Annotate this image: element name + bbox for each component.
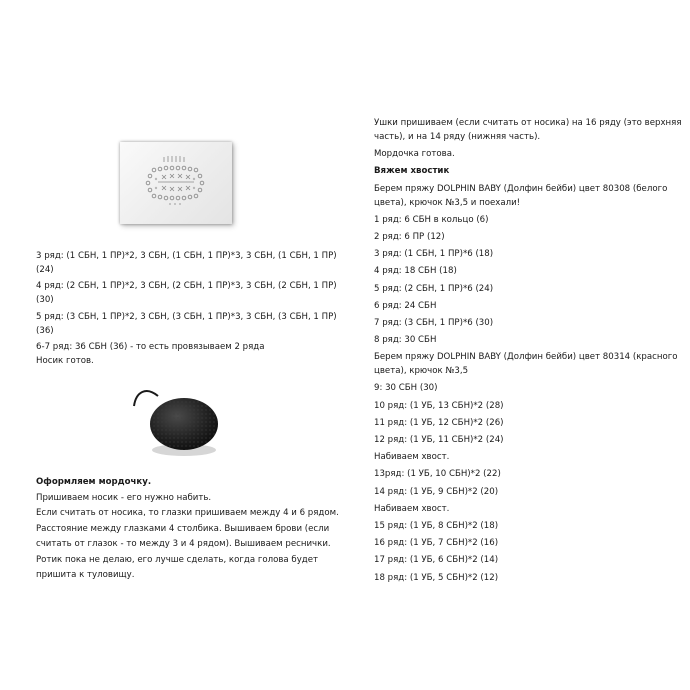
text-line: 17 ряд: (1 УБ, 6 СБН)*2 (14) xyxy=(374,555,499,566)
text-line: 14 ряд: (1 УБ, 9 СБН)*2 (20) xyxy=(374,486,499,497)
crochet-nose-photo xyxy=(128,376,236,462)
section-title: Оформляем мордочку. xyxy=(36,477,152,487)
text-line: 4 ряд: 18 СБН (18) xyxy=(374,266,457,277)
text-line: 11 ряд: (1 УБ, 12 СБН)*2 (26) xyxy=(374,417,504,428)
text-line: Мордочка готова. xyxy=(374,149,455,160)
crochet-chart-drawing xyxy=(120,142,232,224)
tail-instructions xyxy=(374,116,682,588)
text-line: 1 ряд: 6 СБН в кольцо (6) xyxy=(374,214,489,225)
text-line: 12 ряд: (1 УБ, 11 СБН)*2 (24) xyxy=(374,435,504,445)
text-line: Расстояние между глазками 4 столбика. Вышиваем брови (если xyxy=(36,523,330,534)
text-line: пришита к туловищу. xyxy=(36,570,135,580)
text-line: Пришиваем носик - его нужно набить. xyxy=(36,492,212,503)
text-line: 3 ряд: (1 СБН, 1 ПР)*2, 3 СБН, (1 СБН, 1 ПР)*3, 3 СБН, (1 СБН, 1 ПР) xyxy=(36,251,337,261)
text-line: (30) xyxy=(36,295,54,306)
text-line: 18 ряд: (1 УБ, 5 СБН)*2 (12) xyxy=(374,572,499,583)
text-line: Набиваем хвост. xyxy=(374,452,450,463)
left-instructions xyxy=(36,249,341,368)
text-line: (36) xyxy=(36,325,54,336)
text-line: 5 ряд: (3 СБН, 1 ПР)*2, 3 СБН, (3 СБН, 1 ПР)*3, 3 СБН, (3 СБН, 1 ПР) xyxy=(36,311,337,322)
text-line: 16 ряд: (1 УБ, 7 СБН)*2 (16) xyxy=(374,538,499,549)
text-line: Ротик пока не делаю, его лучше сделать, когда голова будет xyxy=(36,554,319,565)
text-line: (24) xyxy=(36,265,54,275)
text-line: 4 ряд: (2 СБН, 1 ПР)*2, 3 СБН, (2 СБН, 1 ПР)*3, 3 СБН, (2 СБН, 1 ПР) xyxy=(36,281,337,292)
text-line: 6 ряд: 24 СБН xyxy=(374,300,437,311)
text-line: Берем пряжу DOLPHIN BABY (Долфин бейби) цвет 80308 (белого xyxy=(374,183,668,194)
crochet-chart-photo xyxy=(120,142,232,224)
text-line: 7 ряд: (3 СБН, 1 ПР)*6 (30) xyxy=(374,317,494,328)
text-line: Берем пряжу DOLPHIN BABY (Долфин бейби) цвет 80314 (красного xyxy=(374,352,678,363)
text-line: 8 ряд: 30 СБН xyxy=(374,335,437,346)
section-title: Вяжем хвостик xyxy=(374,166,450,177)
text-line: 3 ряд: (1 СБН, 1 ПР)*6 (18) xyxy=(374,249,494,260)
text-line: Набиваем хвост. xyxy=(374,503,450,514)
text-line: 9: 30 СБН (30) xyxy=(374,383,438,394)
text-line: 6-7 ряд: 36 СБН (36) - то есть провязываем 2 ряда xyxy=(36,342,265,353)
text-line: Носик готов. xyxy=(36,356,94,367)
text-line: часть), и на 14 ряду (нижняя часть). xyxy=(374,132,541,142)
text-line: цвета), крючок №3,5 xyxy=(374,366,469,377)
text-line: 10 ряд: (1 УБ, 13 СБН)*2 (28) xyxy=(374,400,504,411)
text-line: 13ряд: (1 УБ, 10 СБН)*2 (22) xyxy=(374,469,501,480)
text-line: Ушки пришиваем (если считать от носика) на 16 ряду (это верхняя xyxy=(374,118,682,128)
text-line: 2 ряд: 6 ПР (12) xyxy=(374,231,445,242)
text-line: цвета), крючок №3,5 и поехали! xyxy=(374,197,521,208)
text-line: 15 ряд: (1 УБ, 8 СБН)*2 (18) xyxy=(374,520,499,531)
crochet-nose-drawing xyxy=(128,376,236,462)
text-line: считать от глазок - то между 3 и 4 рядом). Вышиваем реснички. xyxy=(36,539,331,549)
face-instructions xyxy=(36,475,341,584)
text-line: 5 ряд: (2 СБН, 1 ПР)*6 (24) xyxy=(374,283,494,294)
text-line: Если считать от носика, то глазки пришиваем между 4 и 6 рядом. xyxy=(36,508,339,518)
